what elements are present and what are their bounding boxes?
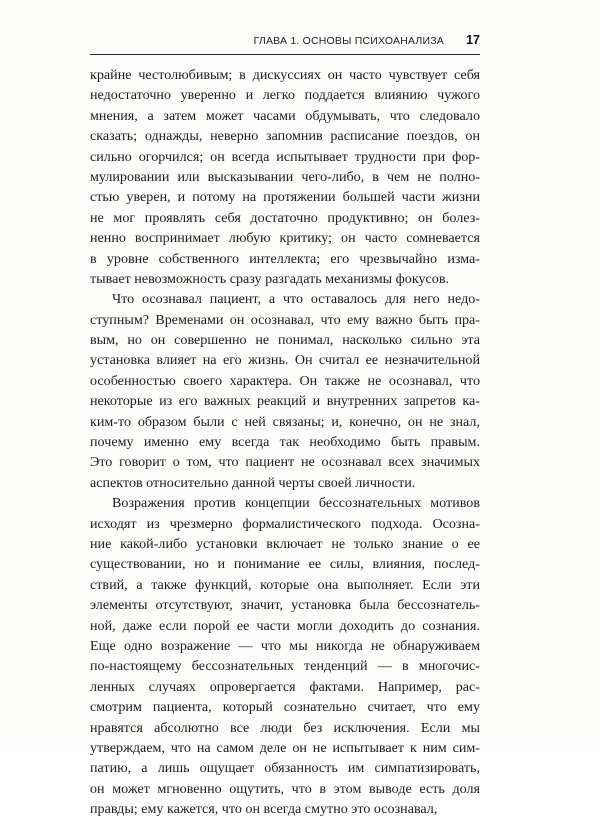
text-line: крайне честолюбивым; в дискуссиях он часто чувствует себя — [90, 67, 480, 83]
text-line: недостаточно уверенно и легко поддается влиянию чужого — [90, 87, 480, 104]
text-line: почему именно ему всегда так необходимо быть правым. — [90, 434, 480, 451]
text-line: вым, но он совершенно не понимал, насколько сильно эта — [90, 332, 480, 349]
text-line: Еще одно возражение — что мы никогда не обнаруживаем — [90, 637, 480, 654]
paragraph — [90, 493, 480, 819]
text-line: особенностью своего характера. Он также не осознавал, что — [90, 372, 480, 389]
text-line: Возражения против концепции бессознательных мотивов — [112, 495, 480, 512]
text-line: ступным? Временами он осознавал, что ему важно быть пра- — [90, 311, 480, 328]
body-text — [90, 65, 480, 819]
text-line: ние какой-либо установки включает не только знание о ее — [90, 535, 480, 552]
text-line: по-настоящему бессознательных тенденций — в многочис- — [90, 658, 480, 675]
text-line: нравятся абсолютно все люди без исключения. Если мы — [90, 719, 480, 736]
text-line: смотрим пациента, который сознательно считает, что ему — [90, 699, 480, 716]
text-line: исходят из чрезмерно формалистического подхода. Осозна- — [90, 515, 480, 532]
text-line: тывает невозможность сразу разгадать механизмы фокусов. — [90, 270, 450, 287]
text-line: установка влияет на его жизнь. Он считал ее незначительной — [90, 352, 480, 369]
text-line: существовании, но и понимание ее силы, влияния, послед- — [90, 556, 480, 573]
text-line: ненно воспринимает любую критику; он часто сомневается — [90, 230, 480, 247]
text-line: ким-то образом были с ней связаны; и, конечно, он не знал, — [90, 413, 480, 430]
chapter-title: ГЛАВА 1. ОСНОВЫ ПСИХОАНАЛИЗА — [253, 35, 444, 47]
text-line: ной, даже если порой ее части могли доходить до сознания. — [90, 617, 480, 634]
text-line: патию, а лишь ощущает обязанность им симпатизировать, — [90, 760, 480, 777]
text-line: стью уверен, и потому на протяжении большей части жизни — [90, 189, 480, 206]
text-line: некоторые из его важных реакций и внутренних запретов ка- — [90, 393, 480, 410]
paragraph — [90, 289, 480, 493]
text-line: аспектов относительно данной черты своей личности. — [90, 474, 416, 491]
text-line: сказать; однажды, неверно запомнив расписание поездов, он — [90, 128, 480, 145]
text-line: элементы отсутствуют, значит, установка была бессознатель- — [90, 597, 480, 614]
text-line: он может мгновенно ощутить, что в этом выводе есть доля — [90, 780, 480, 797]
text-line: утверждаем, что на самом деле он не испытывает к ним сим- — [90, 739, 480, 756]
text-line: не мог проявлять себя достаточно продуктивно; он болез- — [90, 209, 480, 226]
running-header — [90, 30, 480, 55]
text-line: Что осознавал пациент, а что оставалось для него недо- — [112, 291, 480, 308]
paragraph — [90, 65, 480, 289]
text-line: сильно огорчился; он всегда испытывает трудности при фор- — [90, 148, 480, 165]
text-line: ствий, а также функций, которые она выполняет. Если эти — [90, 576, 480, 593]
text-line: мнения, а затем может часами обдумывать, что следовало — [90, 107, 480, 124]
page-number: 17 — [466, 33, 480, 47]
text-line: мулировании или высказывании чего-либо, в чем не полно- — [90, 168, 480, 185]
text-line: Это говорит о том, что пациент не осознавал всех значимых — [90, 454, 480, 471]
text-line: правды; ему кажется, что он всегда смутно это осознавал, — [90, 801, 438, 818]
text-line: ленных случаях опровергается фактами. Например, рас- — [90, 678, 480, 695]
text-line: в уровне собственного интеллекта; его чрезвычайно изма- — [90, 250, 480, 267]
